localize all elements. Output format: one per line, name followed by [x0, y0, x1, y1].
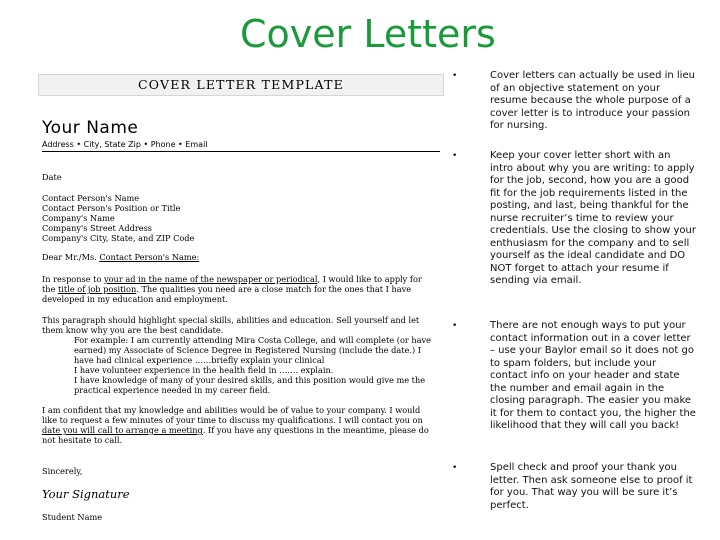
- bullet-text: Spell check and proof your thank you letter. Then ask someone else to proof it for you. That way you will be sure it’s perfect.: [490, 462, 693, 511]
- slide-title: Cover Letters: [240, 12, 496, 56]
- template-paragraph-3: I am confident that my knowledge and abilities would be of value to your company. I would like to request a few minutes of your time to discuss my qualifications. I will contact you on date you will call to arrange a meeting. If you have any questions in the meantime, please do not hesitate to call.: [42, 405, 429, 445]
- recipient-line: Contact Person's Name: [42, 193, 140, 203]
- template-recipient: [42, 193, 436, 243]
- cover-letter-template: [38, 74, 444, 534]
- template-date: Date: [42, 172, 62, 182]
- recipient-line: Company's Street Address: [42, 223, 152, 233]
- template-header: COVER LETTER TEMPLATE: [38, 74, 444, 96]
- template-signature: Your Signature: [42, 487, 130, 501]
- template-student-name: Student Name: [42, 512, 103, 522]
- template-paragraph-1: In response to your ad in the name of the newspaper or periodical, I would like to apply for the title of job position. The qualities you need are a close match for the ones that I have developed in my education and employment.: [42, 274, 422, 304]
- recipient-line: Contact Person's Position or Title: [42, 203, 181, 213]
- bullet-text: There are not enough ways to put your contact information out in a cover letter – use your Baylor email so it does not go to spam folders, but include your contact info on your header and state the number and email again in the closing paragraph. The easier you make it for them to contact you, the higher the likelihood that they will call you back!: [490, 320, 696, 431]
- template-closing: Sincerely,: [42, 466, 83, 476]
- bullet-text: Keep your cover letter short with an intro about why you are writing: to apply for the job, second, how you are a good fit for the job requirements listed in the posting, and last, being thankful for the nurse recruiter’s time to review your credentials. Use the closing to show your enthusiasm for the company and to sell yourself as the ideal candidate and DO NOT forget to attach your resume if sending via email.: [490, 150, 696, 286]
- recipient-line: Company's Name: [42, 213, 115, 223]
- bullet-icon: •: [452, 151, 458, 161]
- bullet-icon: •: [452, 463, 458, 473]
- bullet-text: Cover letters can actually be used in lieu of an objective statement on your resume because the whole purpose of a cover letter is to introduce your passion for nursing.: [490, 70, 695, 131]
- template-divider: [42, 151, 440, 152]
- template-name: Your Name: [42, 118, 139, 138]
- template-paragraph-2: This paragraph should highlight special skills, abilities and education. Sell yourself and let them know why you are the best candidate. For example: I am currently attending Mira Costa College, and will complete (or have earned) my Associate of Science Degree in Registered Nursing (include the date.) I have had clinical experience ……briefly explain your clinical I have volunteer experience in the health field in ……. explain. I have knowledge of many of your desired skills, and this position would give me the practical experience needed in my career field.: [42, 315, 432, 395]
- bullet-icon: •: [452, 321, 458, 331]
- template-address: Address • City, State Zip • Phone • Email: [42, 140, 208, 149]
- template-salutation: Dear Mr./Ms. Contact Person's Name:: [42, 252, 200, 262]
- recipient-line: Company's City, State, and ZIP Code: [42, 233, 195, 243]
- bullet-icon: •: [452, 71, 458, 81]
